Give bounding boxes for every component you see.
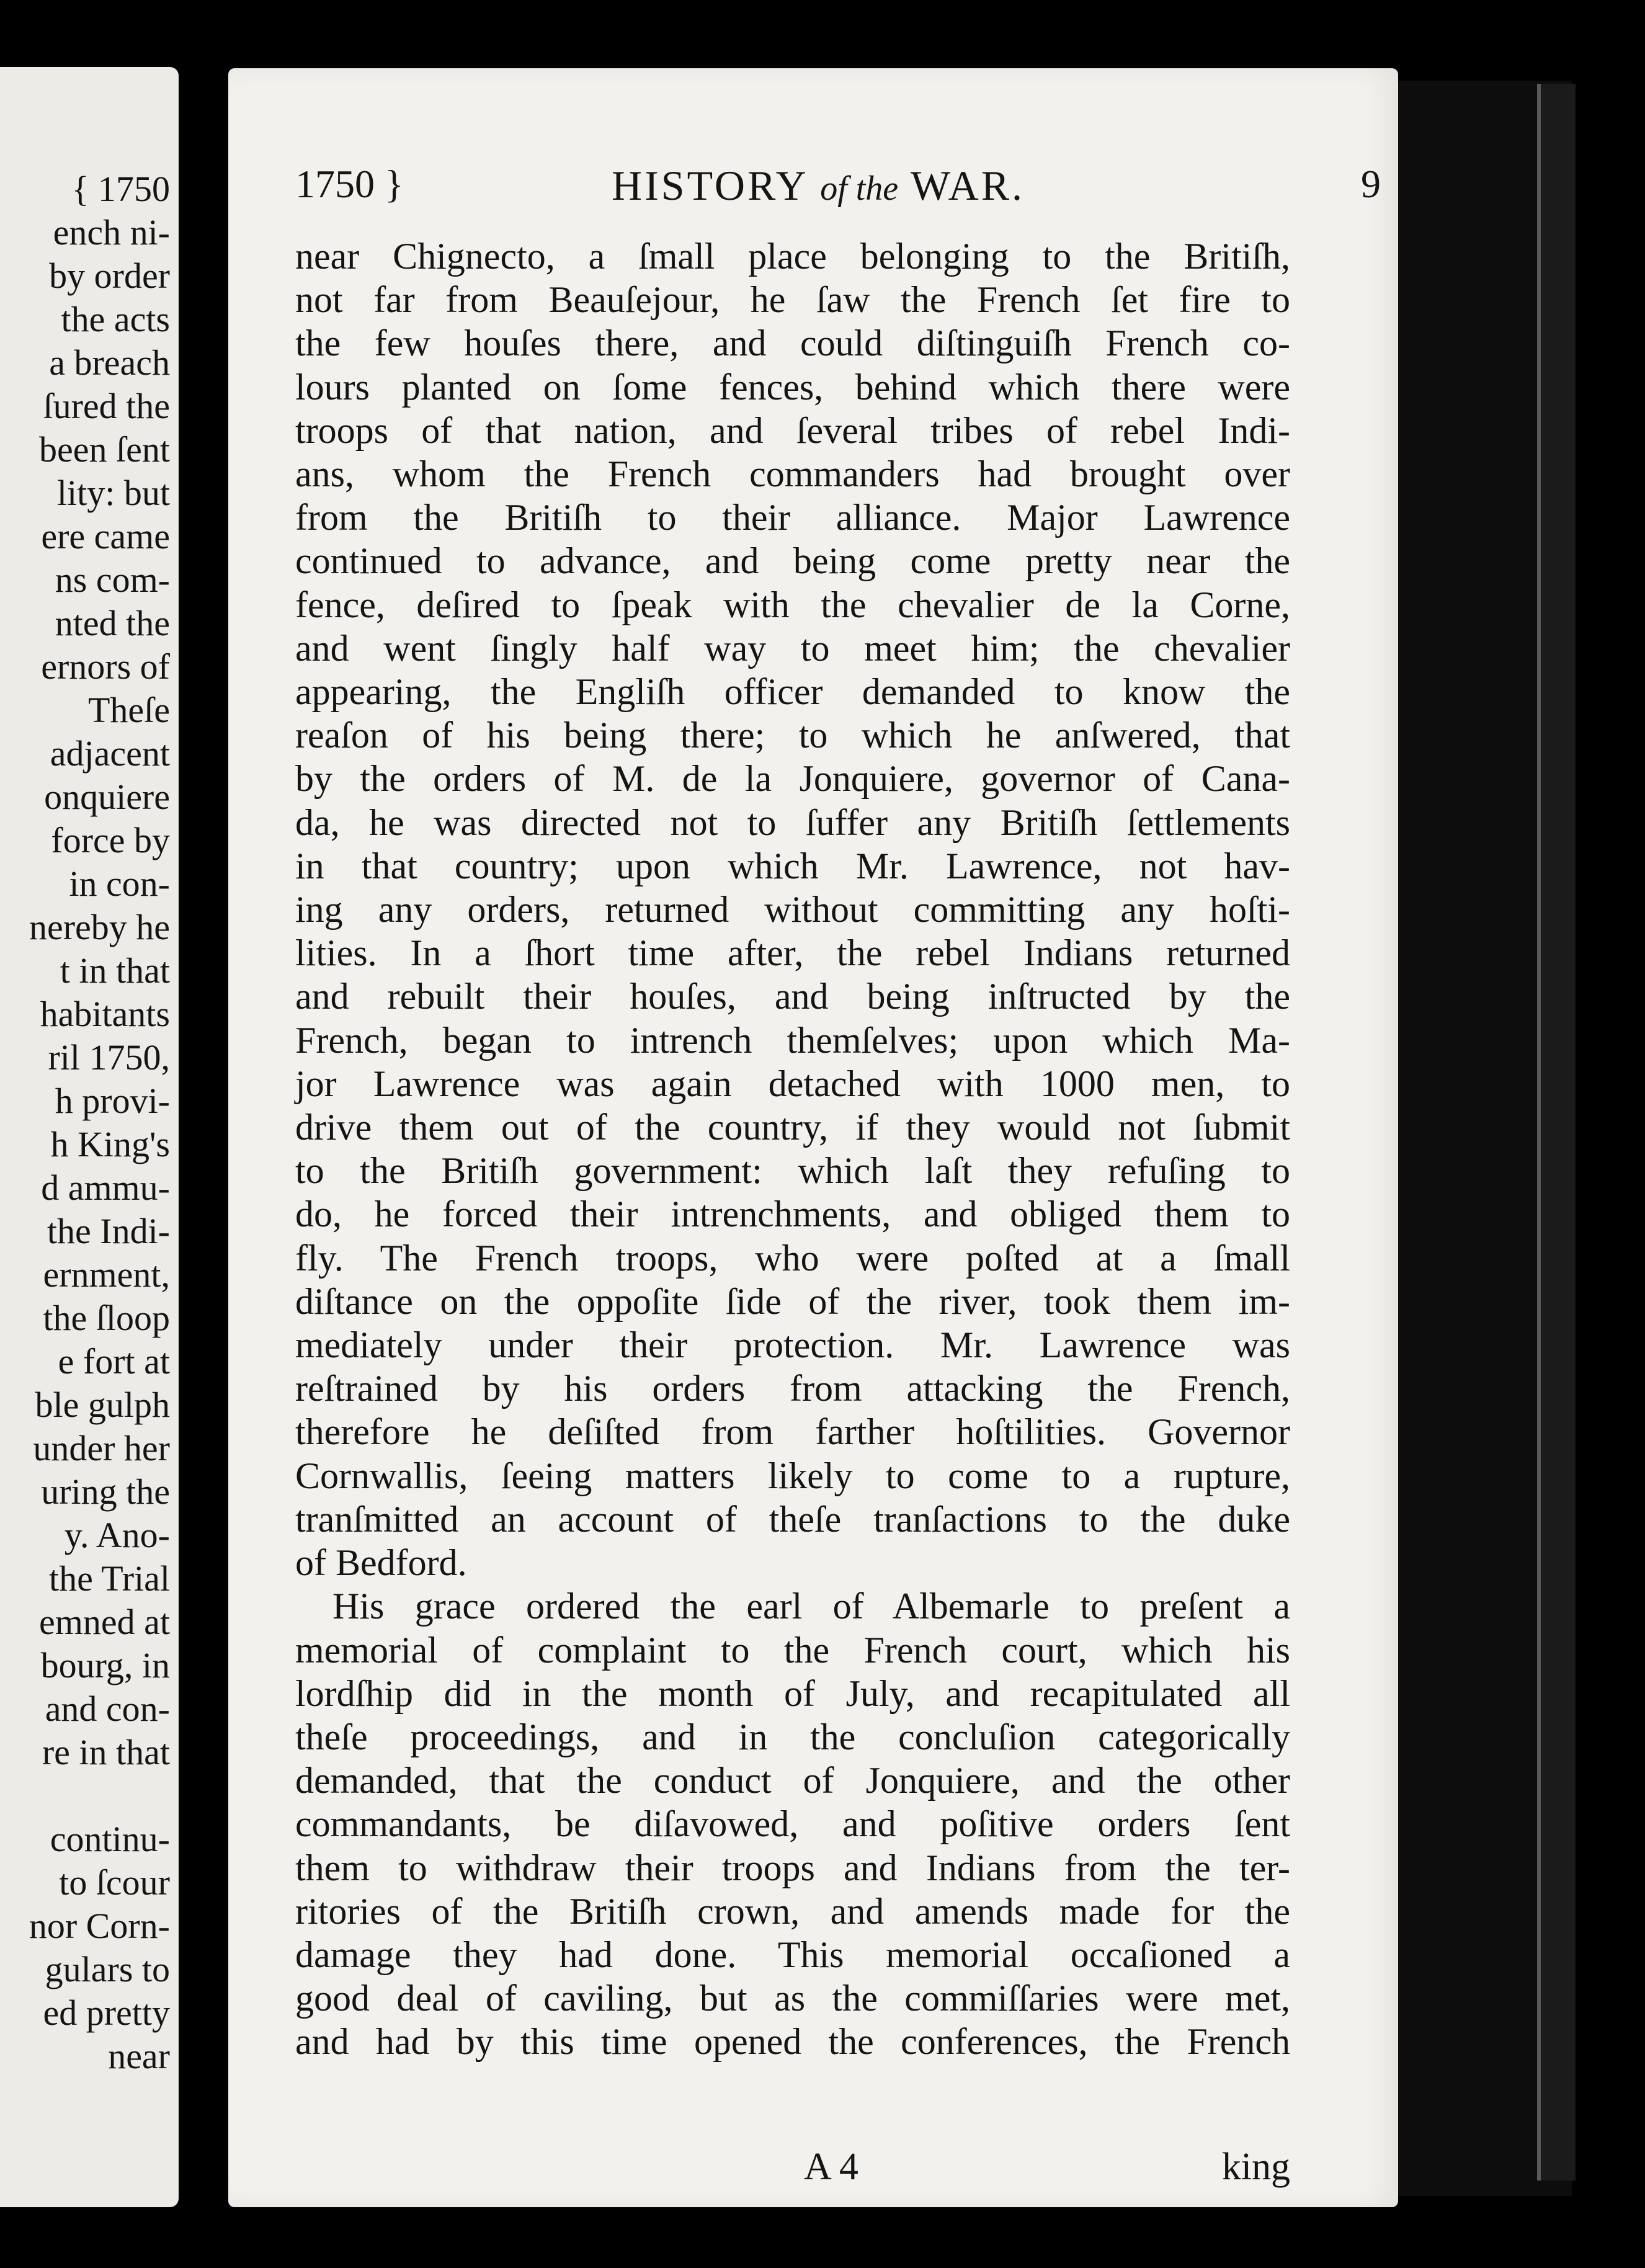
text-line: His grace ordered the earl of Albemarle to preſent a xyxy=(332,1586,1290,1627)
previous-page-line: { 1750 xyxy=(71,169,170,209)
previous-page-line: d ammu- xyxy=(41,1167,170,1208)
text-line: lities. In a ſhort time after, the rebel Indians returned xyxy=(295,932,1290,974)
previous-page-line: ere came xyxy=(41,516,170,556)
previous-page-line: to ſcour xyxy=(59,1862,170,1903)
previous-page-line: nted the xyxy=(55,603,170,643)
previous-page-line: t in that xyxy=(60,950,170,991)
text-line: not far from Beauſejour, he ſaw the French ſet fire to xyxy=(295,279,1290,321)
text-line: mediately under their protection. Mr. Lawrence was xyxy=(295,1324,1290,1366)
text-line: fly. The French troops, who were poſted at a ſmall xyxy=(295,1237,1290,1279)
previous-page-line: nereby he xyxy=(29,907,170,947)
previous-page-line: h King's xyxy=(50,1124,170,1164)
previous-page-line: the Indi- xyxy=(47,1211,170,1251)
previous-page-line: ſured the xyxy=(43,386,170,426)
text-line: tranſmitted an account of theſe tranſactions to the duke xyxy=(295,1498,1290,1540)
header-year: 1750 } xyxy=(295,162,404,206)
previous-page-line: ble gulph xyxy=(35,1385,170,1425)
text-line: and rebuilt their houſes, and being inſtructed by the xyxy=(295,976,1290,1017)
text-line: ing any orders, returned without committing any hoſti- xyxy=(295,889,1290,931)
text-line: diſtance on the oppoſite ſide of the river, took them im- xyxy=(295,1280,1290,1322)
text-line: French, began to intrench themſelves; upon which Ma- xyxy=(295,1019,1290,1061)
text-line: jor Lawrence was again detached with 1000 men, to xyxy=(295,1063,1290,1104)
previous-page-line: been ſent xyxy=(39,429,170,470)
text-line: good deal of caviling, but as the commiſſaries were met, xyxy=(295,1978,1290,2019)
text-line: da, he was directed not to ſuffer any Britiſh ſettlements xyxy=(295,801,1290,843)
previous-page-line: emned at xyxy=(39,1602,170,1642)
text-line: them to withdraw their troops and Indians from the ter- xyxy=(295,1847,1290,1888)
previous-page-line: by order xyxy=(49,256,170,296)
previous-page-line: uring the xyxy=(41,1471,170,1512)
previous-page-line: force by xyxy=(51,820,170,860)
text-line: continued to advance, and being come pretty near the xyxy=(295,540,1290,582)
text-line: of Bedford. xyxy=(295,1542,467,1584)
previous-page-line: h provi- xyxy=(55,1081,170,1121)
previous-page-line: bourg, in xyxy=(40,1645,170,1685)
header-title-of-the: of the xyxy=(820,169,899,208)
previous-page-line: habitants xyxy=(40,994,170,1034)
text-line: and went ſingly half way to meet him; the chevalier xyxy=(295,627,1290,669)
previous-page-line: gulars to xyxy=(45,1949,170,1989)
header-title xyxy=(612,161,1025,210)
previous-page-line: the ſloop xyxy=(43,1298,170,1338)
previous-page-line: lity: but xyxy=(56,473,170,513)
previous-page-line: ernment, xyxy=(43,1254,170,1295)
catchword: king xyxy=(1221,2146,1290,2188)
book-page xyxy=(228,68,1398,2207)
page-footer xyxy=(295,2145,1290,2195)
text-line: to the Britiſh government: which laſt they refuſing to xyxy=(295,1150,1290,1192)
text-line: fence, deſired to ſpeak with the chevalier de la Corne, xyxy=(295,584,1290,625)
previous-page-line: y. Ano- xyxy=(64,1515,170,1555)
text-line: lours planted on ſome fences, behind which there were xyxy=(295,366,1290,408)
text-line: drive them out of the country, if they would not ſubmit xyxy=(295,1107,1290,1148)
header-title-history: HISTORY xyxy=(612,162,808,209)
text-line: and had by this time opened the conferences, the French xyxy=(295,2021,1290,2063)
previous-page-line: adjacent xyxy=(50,733,170,774)
previous-page-line: onquiere xyxy=(44,777,170,817)
book-edge xyxy=(1537,84,1576,2181)
text-line: from the Britiſh to their alliance. Major Lawrence xyxy=(295,497,1290,538)
previous-page-line: ernors of xyxy=(41,646,170,687)
text-line: reſtrained by his orders from attacking the French, xyxy=(295,1368,1290,1409)
previous-page-line: continu- xyxy=(50,1819,170,1859)
text-line: memorial of complaint to the French court, which his xyxy=(295,1629,1290,1671)
text-line: demanded, that the conduct of Jonquiere, and the other xyxy=(295,1760,1290,1801)
text-line: in that country; upon which Mr. Lawrence, not hav- xyxy=(295,845,1290,886)
previous-page-line: ns com- xyxy=(55,560,170,600)
text-line: theſe proceedings, and in the concluſion categorically xyxy=(295,1716,1290,1757)
running-header xyxy=(295,161,1381,217)
previous-page-line: in con- xyxy=(69,864,170,904)
previous-page-line: Theſe xyxy=(87,690,170,730)
text-line: ritories of the Britiſh crown, and amends made for the xyxy=(295,1890,1290,1932)
previous-page-line: nor Corn- xyxy=(29,1906,170,1946)
previous-page-line: ench ni- xyxy=(53,212,170,252)
previous-page-line xyxy=(29,1774,170,1818)
previous-page-line: a breach xyxy=(49,342,170,383)
text-line: the few houſes there, and could diſtinguiſh French co- xyxy=(295,323,1290,364)
page-body-text xyxy=(295,234,1290,2064)
text-line: therefore he deſiſted from farther hoſtilities. Governor xyxy=(295,1411,1290,1453)
page-number: 9 xyxy=(1361,162,1381,206)
text-line: near Chignecto, a ſmall place belonging to the Britiſh, xyxy=(295,236,1290,277)
previous-page-text xyxy=(29,167,170,2078)
text-line: by the orders of M. de la Jonquiere, governor of Cana- xyxy=(295,758,1290,800)
previous-page-line: ril 1750, xyxy=(48,1037,170,1078)
text-line: ans, whom the French commanders had brought over xyxy=(295,453,1290,495)
previous-page-line: and con- xyxy=(45,1689,170,1729)
text-line: do, he forced their intrenchments, and obliged them to xyxy=(295,1194,1290,1235)
text-line: lordſhip did in the month of July, and recapitulated all xyxy=(295,1672,1290,1714)
previous-page-line: under her xyxy=(33,1428,170,1468)
text-line: Cornwallis, ſeeing matters likely to come to a rupture, xyxy=(295,1455,1290,1496)
previous-page-line: near xyxy=(108,2036,170,2076)
header-title-war: WAR. xyxy=(910,162,1025,209)
previous-page-line: the Trial xyxy=(49,1558,170,1599)
previous-page-line: e fort at xyxy=(58,1341,170,1382)
previous-page-line: the acts xyxy=(61,299,170,339)
text-line: commandants, be diſavowed, and poſitive orders ſent xyxy=(295,1803,1290,1845)
previous-page-line: ed pretty xyxy=(43,1993,170,2033)
signature-mark: A 4 xyxy=(804,2146,858,2188)
text-line: reaſon of his being there; to which he anſwered, that xyxy=(295,715,1290,756)
text-line: damage they had done. This memorial occaſioned a xyxy=(295,1934,1290,1975)
text-line: appearing, the Engliſh officer demanded to know the xyxy=(295,671,1290,713)
text-line: troops of that nation, and ſeveral tribes of rebel Indi- xyxy=(295,409,1290,451)
previous-page-fragment xyxy=(0,67,179,2207)
previous-page-line: re in that xyxy=(42,1732,170,1772)
